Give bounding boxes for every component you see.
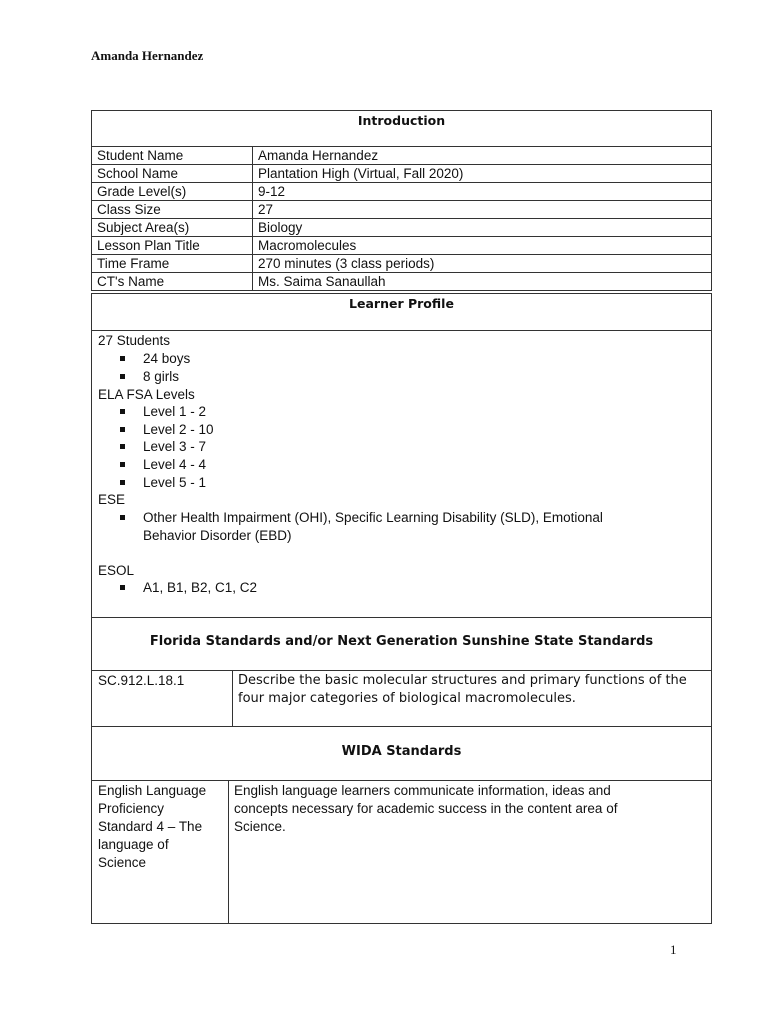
wida-standard-line: Proficiency [98,801,165,816]
table-row [92,255,712,273]
row-label: Lesson Plan Title [92,237,253,255]
table-row [92,183,712,201]
list-item: 8 girls [143,369,180,384]
list-item: Other Health Impairment (OHI), Specific Learning Disability (SLD), Emotional [143,510,603,525]
florida-standards-row [91,670,712,727]
wida-standard-line: language of [98,837,169,852]
standard-description-line2: four major categories of biological macromolecules. [238,691,576,706]
column-divider [228,781,229,923]
bullet-icon [120,427,125,432]
table-row [92,273,712,291]
standard-description-line1: Describe the basic molecular structures and primary functions of the [238,673,687,688]
wida-standards-header [91,726,712,781]
bullet-icon [120,444,125,449]
row-label: Class Size [92,201,253,219]
bullet-icon [120,409,125,414]
bullet-icon [120,480,125,485]
list-item-continued: Behavior Disorder (EBD) [143,528,292,543]
florida-standards-heading: Florida Standards and/or Next Generation Sunshine State Standards [149,634,654,649]
list-item: Level 1 - 2 [143,404,207,419]
standard-code: SC.912.L.18.1 [98,673,185,688]
row-label: Time Frame [92,255,253,273]
bullet-icon [120,462,125,467]
table-row [92,237,712,255]
wida-description-line: concepts necessary for academic success in the content area of [234,801,618,816]
learner-profile-header [91,293,712,331]
table-row [92,147,712,165]
list-item: Level 2 - 10 [143,422,214,437]
table-row [92,219,712,237]
wida-standard-line: English Language [98,783,207,798]
row-value: Plantation High (Virtual, Fall 2020) [253,165,712,183]
table-row [92,165,712,183]
wida-standard-line: Science [98,855,147,870]
learner-profile-heading: Learner Profile [349,296,454,311]
introduction-heading: Introduction [357,113,446,128]
bullet-icon [120,515,125,520]
column-divider [232,671,233,726]
bullet-icon [120,356,125,361]
row-label: School Name [92,165,253,183]
row-value: Ms. Saima Sanaullah [253,273,712,291]
ese-heading: ESE [98,492,126,507]
row-value: Macromolecules [253,237,712,255]
table-row [92,201,712,219]
list-item: A1, B1, B2, C1, C2 [143,580,258,595]
wida-description-line: Science. [234,819,286,834]
row-value: Biology [253,219,712,237]
list-item: Level 5 - 1 [143,475,207,490]
wida-standard-line: Standard 4 – The [98,819,203,834]
esol-heading: ESOL [98,563,135,578]
bullet-icon [120,374,125,379]
row-label: Subject Area(s) [92,219,253,237]
list-item: Level 4 - 4 [143,457,207,472]
list-item: 24 boys [143,351,191,366]
learner-profile-body [91,330,712,618]
introduction-table [91,146,712,291]
florida-standards-header [91,617,712,671]
row-label: CT's Name [92,273,253,291]
wida-standards-heading: WIDA Standards [341,744,462,759]
row-label: Student Name [92,147,253,165]
introduction-header [91,110,712,147]
row-value: 27 [253,201,712,219]
wida-standards-row [91,780,712,924]
row-value: 270 minutes (3 class periods) [253,255,712,273]
bullet-icon [120,585,125,590]
page-number: 1 [670,942,677,957]
row-label: Grade Level(s) [92,183,253,201]
ela-heading: ELA FSA Levels [98,387,195,402]
row-value: Amanda Hernandez [253,147,712,165]
author-name: Amanda Hernandez [91,48,204,63]
wida-description-line: English language learners communicate information, ideas and [234,783,611,798]
students-count: 27 Students [98,333,171,348]
row-value: 9-12 [253,183,712,201]
list-item: Level 3 - 7 [143,439,207,454]
